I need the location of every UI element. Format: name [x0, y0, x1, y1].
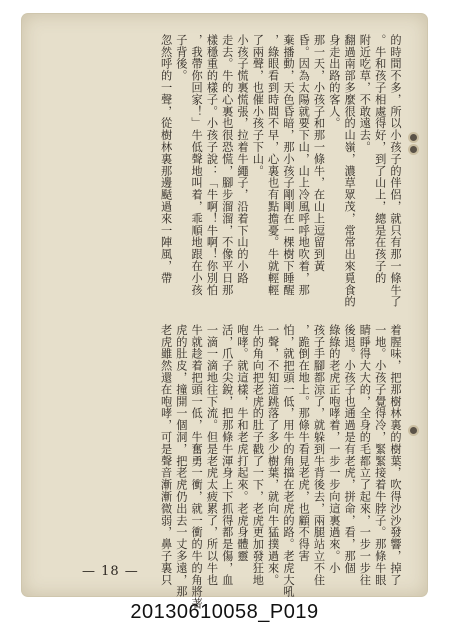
- image-caption: 20130610058_P019: [130, 601, 319, 623]
- text-line: 附近吃草，不敢遠去。: [358, 34, 372, 153]
- binding-hole-bottom: [410, 427, 417, 434]
- text-line: 子背後。: [174, 34, 188, 82]
- text-line: 一地。小孩子覺得冷，緊緊接着牛脖子。那條牛眼: [373, 324, 387, 586]
- top-text-block: [158, 34, 403, 308]
- text-line: 的時間不多，所以小孩子的伴侶，就只有那一條牛了: [389, 34, 402, 308]
- text-line: 虎的肚皮，撞開一個洞，把老虎仍出去一丈多遠，那: [174, 324, 188, 598]
- text-line: 一聲，不知道跳落了多少樹葉，就向牛猛撲過來。: [266, 324, 280, 586]
- text-line: 。牛和孩子相處得好，到了山上，總是在孩子的: [373, 34, 387, 284]
- text-line: 身走出路的客人。: [327, 34, 341, 130]
- text-line: 一滴一滴地往下流。但是老虎太疲累了，所以牛也: [205, 324, 219, 586]
- page-number: — 18 —: [82, 564, 139, 579]
- bottom-text-block: [158, 324, 403, 610]
- text-line: 小孩子慌裏慌張，拉着牛繩子，沿着下山的小路: [236, 34, 250, 284]
- text-line: ，綠眼看到時間不早，心裏也有點擔憂。牛就輕輕: [266, 34, 280, 296]
- text-line: ，跪倒在地上。那條牛看見老虎，也顧不得害: [297, 324, 311, 562]
- text-line: 忽然呼的一聲，從樹林裏那邊颳過來一陣風，帶: [159, 34, 173, 284]
- text-line: 牛的角向把老虎的肚子戳了一下，老虎更加發狂地: [251, 324, 265, 586]
- text-line: 棄播動，天色昏暗，那小孩子剛剛在一棵樹下睡醒: [281, 34, 295, 296]
- text-line: 孩子手腳都涼了，就躲到牛背後去，兩腿站立不住: [312, 324, 326, 586]
- text-line: 老虎雖然還在咆哮，可是聲音漸漸微弱，鼻子裏只: [159, 324, 173, 586]
- text-line: 活，爪子尖銳，把那條牛渾身上下抓得都是傷，血: [220, 324, 234, 586]
- text-line: 樣穩重的樣子。小孩子說：「牛啊！牛啊！你別怕: [205, 34, 219, 296]
- text-line: 睛睜得大大的，全身的毛都立了起來，一步一步往: [358, 324, 372, 586]
- binding-hole-top: [410, 134, 417, 141]
- text-line: 怕，就把頭一低，用牛的角擋在老虎的路。老虎大吼: [281, 324, 295, 598]
- text-line: 昏。因為太陽就要下山，山上冷風呼呼地吹着，那: [297, 34, 311, 296]
- text-line: 翻過南部多麼很的山嶺，濃草眾茂，常常出來覓食的: [343, 34, 357, 308]
- text-line: 了兩聲，也催小孩子下山。: [251, 34, 265, 177]
- text-line: 牛就趁着把頭一低，牛奮勇一衝，就一衝的牛的角將著: [190, 324, 204, 610]
- binding-hole-middle: [410, 146, 417, 153]
- book-page: [22, 14, 427, 610]
- text-line: 綠綠的老虎正咆哮着，一步一步向這裏過來。小: [327, 324, 341, 574]
- text-line: 着腥味，把那樹林裏的樹葉，吹得沙沙發響，掉了: [389, 324, 402, 586]
- text-line: 走去。牛的心裏也很恐慌，腳步溜溜，不像平日那: [220, 34, 234, 296]
- text-line: 那一天，小孩子和那一條牛，在山上逗留到黃: [312, 34, 326, 272]
- text-line: 後退。小孩子也通過是有老虎，拼命，看，那個: [343, 324, 357, 574]
- text-line: 咆哮。就這樣，牛和老虎打起來。老虎身體靈: [236, 324, 250, 562]
- text-line: ，我帶你回家！」牛低聲地叫着，乖順地跟在小孩: [190, 34, 204, 296]
